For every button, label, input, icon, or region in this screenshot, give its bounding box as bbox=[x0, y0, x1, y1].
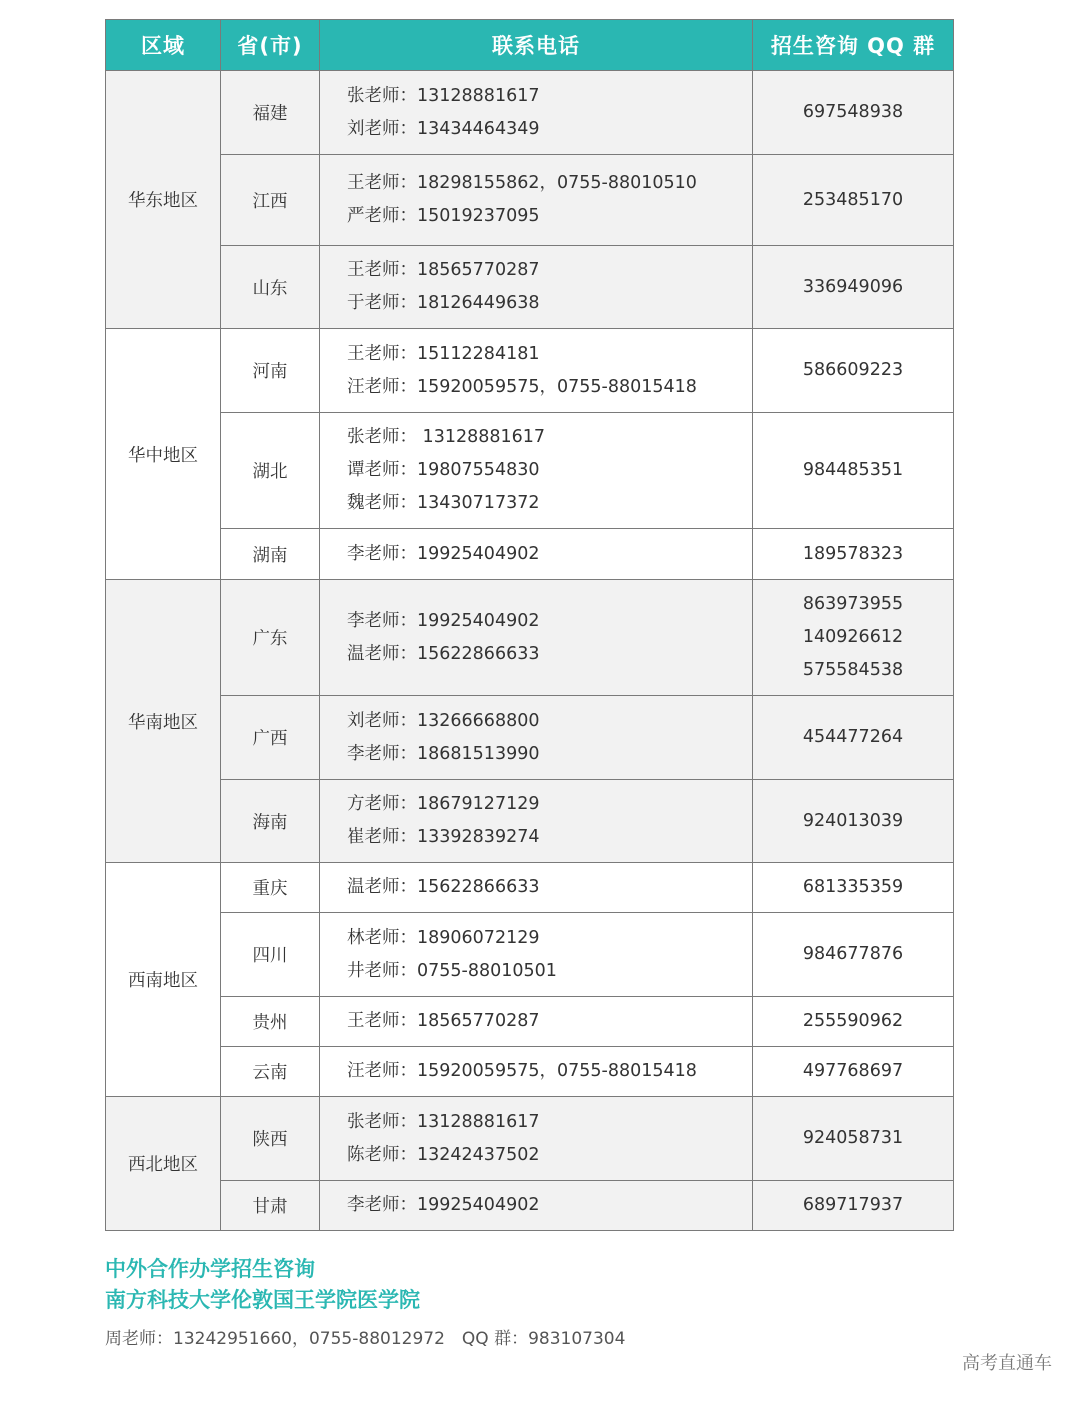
contact-line: 汪老师：15920059575，0755-88015418 bbox=[347, 376, 697, 397]
phone-cell bbox=[320, 329, 753, 413]
phone-cell bbox=[320, 246, 753, 329]
qq-group-number: 586609223 bbox=[802, 360, 904, 380]
qq-group-number: 681335359 bbox=[802, 877, 904, 897]
contact-line: 李老师：19925404902 bbox=[347, 543, 540, 564]
contact-line: 张老师：13128881617 bbox=[347, 1111, 540, 1132]
region-cell: 华东地区 bbox=[106, 71, 221, 329]
table-body bbox=[106, 71, 954, 1231]
table-row bbox=[106, 71, 954, 155]
qq-group-number: 454477264 bbox=[802, 727, 904, 747]
province-cell: 湖南 bbox=[221, 529, 320, 580]
qq-group-number: 253485170 bbox=[802, 189, 904, 210]
contact-line: 张老师： 13128881617 bbox=[347, 427, 546, 447]
contact-line: 李老师：18681513990 bbox=[347, 743, 540, 764]
phone-cell bbox=[320, 863, 753, 913]
phone-cell bbox=[320, 71, 753, 155]
province-cell: 湖北 bbox=[221, 413, 320, 529]
header-qq-group: 招生咨询 QQ 群 bbox=[753, 20, 954, 71]
contact-line: 汪老师：15920059575，0755-88015418 bbox=[347, 1061, 697, 1081]
province-cell: 四川 bbox=[221, 913, 320, 997]
contact-line: 温老师：15622866633 bbox=[347, 643, 540, 664]
province-cell: 甘肃 bbox=[221, 1181, 320, 1231]
qq-group-cell bbox=[753, 155, 954, 246]
table-row bbox=[106, 1097, 954, 1181]
qq-group-number: 863973955 bbox=[802, 594, 904, 614]
contact-line: 王老师：18565770287 bbox=[347, 1011, 540, 1031]
table-row bbox=[106, 329, 954, 413]
province-cell: 广东 bbox=[221, 580, 320, 696]
contact-line: 方老师：18679127129 bbox=[347, 794, 540, 814]
province-cell: 江西 bbox=[221, 155, 320, 246]
qq-group-cell bbox=[753, 997, 954, 1047]
qq-group-cell bbox=[753, 913, 954, 997]
province-cell: 贵州 bbox=[221, 997, 320, 1047]
header-province: 省(市) bbox=[221, 20, 320, 71]
qq-group-number: 697548938 bbox=[802, 102, 904, 122]
qq-group-number: 924013039 bbox=[802, 810, 904, 831]
contact-line: 井老师：0755-88010501 bbox=[347, 960, 557, 981]
contact-table bbox=[105, 19, 954, 1231]
table-row bbox=[106, 696, 954, 780]
qq-group-number: 924058731 bbox=[802, 1128, 904, 1148]
contact-line: 于老师：18126449638 bbox=[347, 293, 540, 313]
qq-group-cell bbox=[753, 246, 954, 329]
contact-line: 张老师：13128881617 bbox=[347, 85, 540, 106]
phone-cell bbox=[320, 1047, 753, 1097]
qq-group-number: 575584538 bbox=[802, 660, 904, 680]
qq-group-number: 140926612 bbox=[802, 627, 904, 647]
qq-group-number: 984485351 bbox=[802, 460, 904, 480]
qq-group-cell bbox=[753, 1097, 954, 1181]
header-region: 区域 bbox=[106, 20, 221, 71]
province-cell: 陕西 bbox=[221, 1097, 320, 1181]
contact-line: 刘老师：13434464349 bbox=[347, 118, 540, 139]
contact-line: 王老师：15112284181 bbox=[347, 343, 540, 364]
phone-cell bbox=[320, 1181, 753, 1231]
qq-group-cell bbox=[753, 1181, 954, 1231]
phone-cell bbox=[320, 413, 753, 529]
contact-line: 魏老师：13430717372 bbox=[347, 493, 540, 513]
table-row bbox=[106, 1181, 954, 1231]
contact-line: 李老师：19925404902 bbox=[347, 610, 540, 631]
qq-group-cell bbox=[753, 780, 954, 863]
table-row bbox=[106, 863, 954, 913]
contact-line: 李老师：19925404902 bbox=[347, 1195, 540, 1215]
contact-table-container bbox=[105, 19, 953, 1231]
contact-line: 王老师：18565770287 bbox=[347, 260, 540, 280]
qq-group-number: 189578323 bbox=[802, 543, 904, 564]
contact-line: 陈老师：13242437502 bbox=[347, 1144, 540, 1165]
table-row bbox=[106, 997, 954, 1047]
header-phone: 联系电话 bbox=[320, 20, 753, 71]
region-cell: 西南地区 bbox=[106, 863, 221, 1097]
table-row bbox=[106, 529, 954, 580]
table-row bbox=[106, 780, 954, 863]
table-header-row bbox=[106, 20, 954, 71]
qq-group-cell bbox=[753, 529, 954, 580]
qq-group-cell bbox=[753, 863, 954, 913]
province-cell: 海南 bbox=[221, 780, 320, 863]
phone-cell bbox=[320, 1097, 753, 1181]
phone-cell bbox=[320, 780, 753, 863]
footer bbox=[105, 1254, 625, 1349]
province-cell: 重庆 bbox=[221, 863, 320, 913]
footer-title-line1: 中外合作办学招生咨询 bbox=[105, 1257, 315, 1281]
footer-contact-line: 周老师：13242951660，0755-88012972 QQ 群：983107304 bbox=[105, 1329, 626, 1349]
qq-group-number: 689717937 bbox=[802, 1195, 904, 1215]
table-row bbox=[106, 413, 954, 529]
province-cell: 河南 bbox=[221, 329, 320, 413]
table-row bbox=[106, 580, 954, 696]
contact-line: 王老师：18298155862，0755-88010510 bbox=[347, 173, 697, 193]
qq-group-cell bbox=[753, 329, 954, 413]
phone-cell bbox=[320, 696, 753, 780]
qq-group-number: 336949096 bbox=[802, 276, 904, 297]
contact-line: 温老师：15622866633 bbox=[347, 877, 540, 897]
contact-line: 林老师：18906072129 bbox=[347, 927, 540, 948]
qq-group-number: 984677876 bbox=[802, 944, 904, 964]
table-row bbox=[106, 1047, 954, 1097]
province-cell: 福建 bbox=[221, 71, 320, 155]
province-cell: 广西 bbox=[221, 696, 320, 780]
phone-cell bbox=[320, 997, 753, 1047]
qq-group-number: 255590962 bbox=[802, 1011, 904, 1031]
qq-group-cell bbox=[753, 413, 954, 529]
phone-cell bbox=[320, 529, 753, 580]
qq-group-cell bbox=[753, 580, 954, 696]
qq-group-number: 497768697 bbox=[802, 1061, 904, 1081]
contact-line: 刘老师：13266668800 bbox=[347, 710, 540, 731]
qq-group-cell bbox=[753, 71, 954, 155]
region-cell: 华中地区 bbox=[106, 329, 221, 580]
table-row bbox=[106, 913, 954, 997]
province-cell: 山东 bbox=[221, 246, 320, 329]
region-cell: 西北地区 bbox=[106, 1097, 221, 1231]
province-cell: 云南 bbox=[221, 1047, 320, 1097]
qq-group-cell bbox=[753, 696, 954, 780]
contact-line: 崔老师：13392839274 bbox=[347, 827, 540, 847]
phone-cell bbox=[320, 155, 753, 246]
qq-group-cell bbox=[753, 1047, 954, 1097]
table-row bbox=[106, 246, 954, 329]
footer-title-line2: 南方科技大学伦敦国王学院医学院 bbox=[105, 1288, 420, 1312]
watermark: 高考直通车 bbox=[962, 1353, 1052, 1374]
table-row bbox=[106, 155, 954, 246]
phone-cell bbox=[320, 580, 753, 696]
region-cell: 华南地区 bbox=[106, 580, 221, 863]
phone-cell bbox=[320, 913, 753, 997]
contact-line: 严老师：15019237095 bbox=[347, 206, 540, 226]
contact-line: 谭老师：19807554830 bbox=[347, 460, 540, 480]
